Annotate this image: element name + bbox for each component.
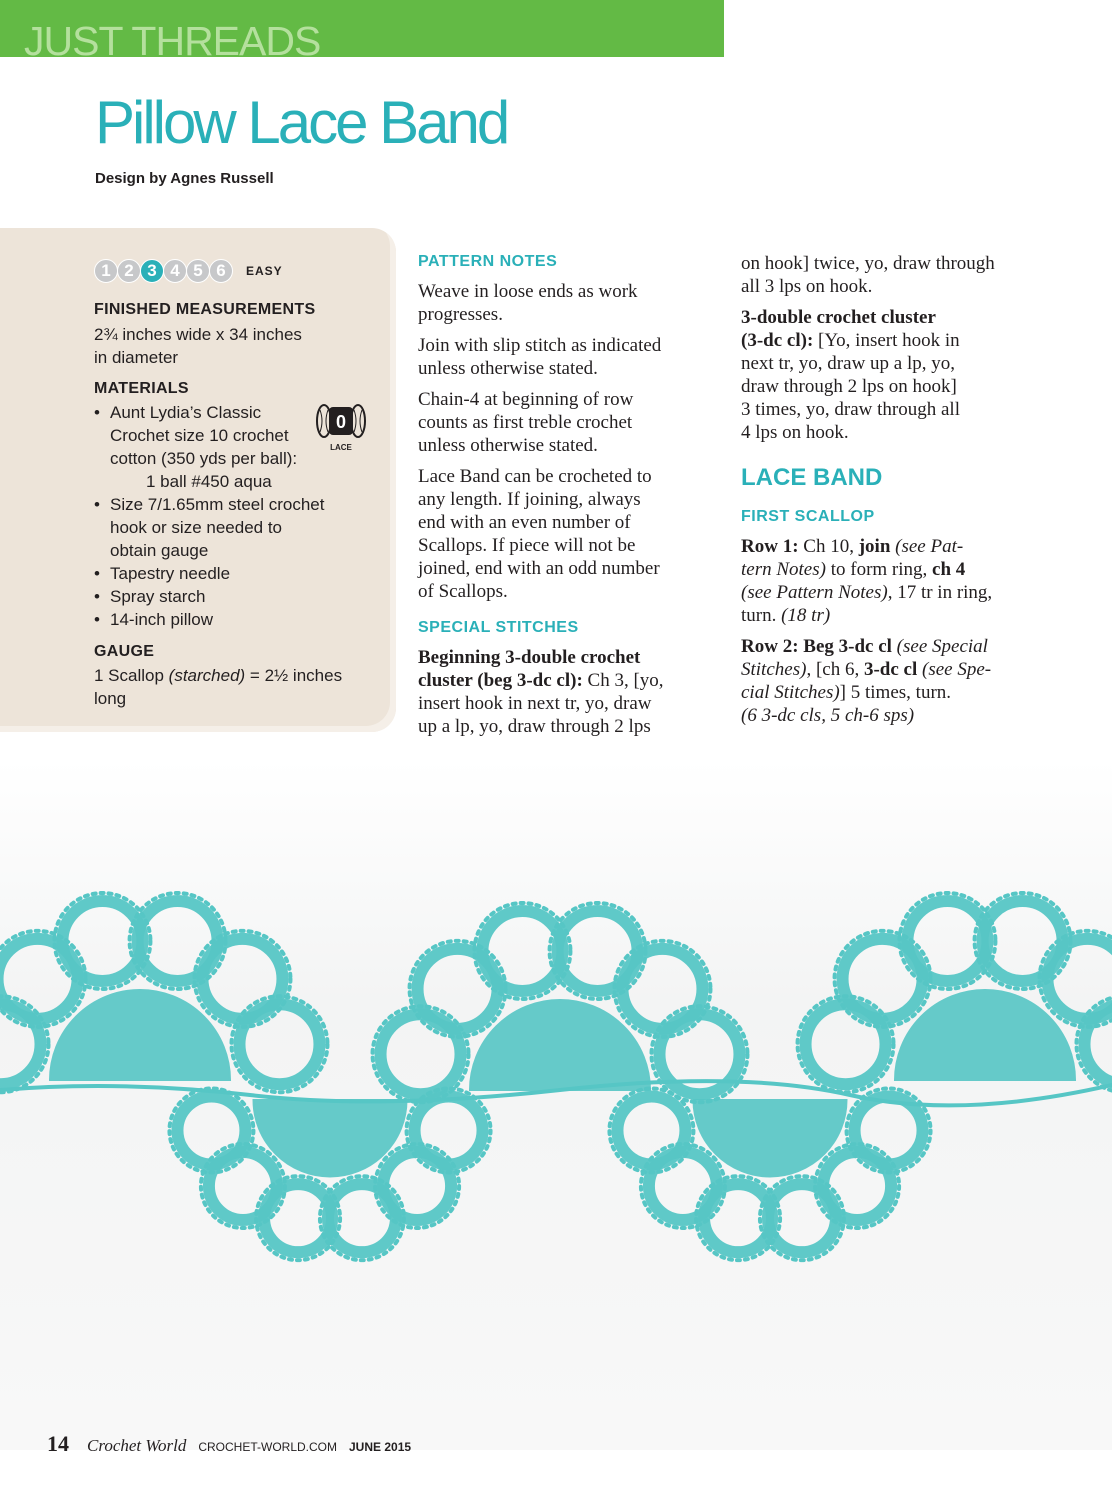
cluster-definition: 3-double crochet cluster (3-dc cl): [Yo, insert hook in next tr, yo, draw up a lp, yo, draw through 2 lps on hook] 3 times, yo, draw through all 4 lps on hook. bbox=[741, 307, 960, 443]
beg-cluster-definition: Beginning 3-double crochet cluster (beg 3-dc cl): Ch 3, [yo, insert hook in next tr, yo, draw up a lp, yo, draw through 2 lps bbox=[418, 647, 664, 737]
beg-cluster-continued: on hook] twice, yo, draw through all 3 lps on hook. bbox=[741, 253, 995, 297]
note-paragraph: Join with slip stitch as indicated unless otherwise stated. bbox=[418, 335, 662, 379]
special-stitches-heading: SPECIAL STITCHES bbox=[418, 619, 579, 636]
skill-level-5-icon: 5 bbox=[186, 259, 210, 283]
yarn-weight-icon bbox=[314, 400, 368, 454]
note-paragraph: Chain-4 at beginning of row counts as first treble crochet unless otherwise stated. bbox=[418, 389, 634, 456]
magazine-url: CROCHET-WORLD.COM bbox=[198, 1440, 337, 1454]
row-2-instructions: Row 2: Beg 3-dc cl (see Special Stitches), [ch 6, 3-dc cl (see Spe- cial Stitches)] 5 times, turn. (6 3-dc cls, 5 ch-6 sps) bbox=[741, 636, 992, 726]
page-title: Pillow Lace Band bbox=[95, 89, 508, 156]
issue-date: JUNE 2015 bbox=[349, 1440, 412, 1454]
pattern-notes-heading: PATTERN NOTES bbox=[418, 253, 558, 270]
skill-level-4-icon: 4 bbox=[163, 259, 187, 283]
skill-level-1-icon: 1 bbox=[94, 259, 118, 283]
magazine-name: Crochet World bbox=[87, 1436, 187, 1455]
skill-level-3-icon: 3 bbox=[140, 259, 164, 283]
section-banner bbox=[0, 0, 724, 64]
gauge-heading: GAUGE bbox=[94, 643, 155, 660]
page-number: 14 bbox=[47, 1431, 69, 1456]
list-item: • 14-inch pillow bbox=[94, 610, 213, 629]
list-item: • Size 7/1.65mm steel crochet hook or size needed to obtain gauge bbox=[94, 495, 325, 560]
note-paragraph: Weave in loose ends as work progresses. bbox=[418, 281, 638, 325]
measurements-text: 2¾ inches wide x 34 inches in diameter bbox=[94, 325, 302, 367]
list-item: • Spray starch bbox=[94, 587, 206, 606]
byline: Design by Agnes Russell bbox=[95, 170, 274, 187]
measurements-heading: FINISHED MEASUREMENTS bbox=[94, 301, 316, 318]
materials-list bbox=[94, 401, 324, 631]
gauge-text: 1 Scallop (starched) = 2½ inches long bbox=[94, 666, 343, 708]
yarn-weight-label: LACE bbox=[330, 443, 352, 452]
lace-band-heading: LACE BAND bbox=[741, 464, 883, 491]
yarn-weight-number: 0 bbox=[335, 412, 347, 432]
materials-heading: MATERIALS bbox=[94, 380, 189, 397]
list-item: • Tapestry needle bbox=[94, 564, 231, 583]
skill-level-6-icon: 6 bbox=[209, 259, 233, 283]
page-footer bbox=[47, 1431, 411, 1457]
first-scallop-heading: FIRST SCALLOP bbox=[741, 508, 875, 525]
row-1-instructions: Row 1: Ch 10, join (see Pat- tern Notes) to form ring, ch 4 (see Pattern Notes), 17 tr in ring, turn. (18 tr) bbox=[741, 536, 993, 626]
skill-level-label: EASY bbox=[246, 264, 283, 278]
column-instructions bbox=[741, 252, 1071, 735]
skill-level-rating bbox=[94, 259, 283, 283]
note-paragraph: Lace Band can be crocheted to any length. If joining, always end with an even number of Scallops. If piece will not be joined, end with an odd number of Scallops. bbox=[418, 466, 660, 602]
list-item: • Aunt Lydia’s Classic Crochet size 10 crochet cotton (350 yds per ball): 1 ball #450 aqua bbox=[94, 403, 298, 491]
lace-band-photo bbox=[0, 760, 1112, 1450]
column-pattern-notes bbox=[418, 253, 718, 746]
section-title: JUST THREADS bbox=[24, 18, 321, 64]
skill-level-2-icon: 2 bbox=[117, 259, 141, 283]
